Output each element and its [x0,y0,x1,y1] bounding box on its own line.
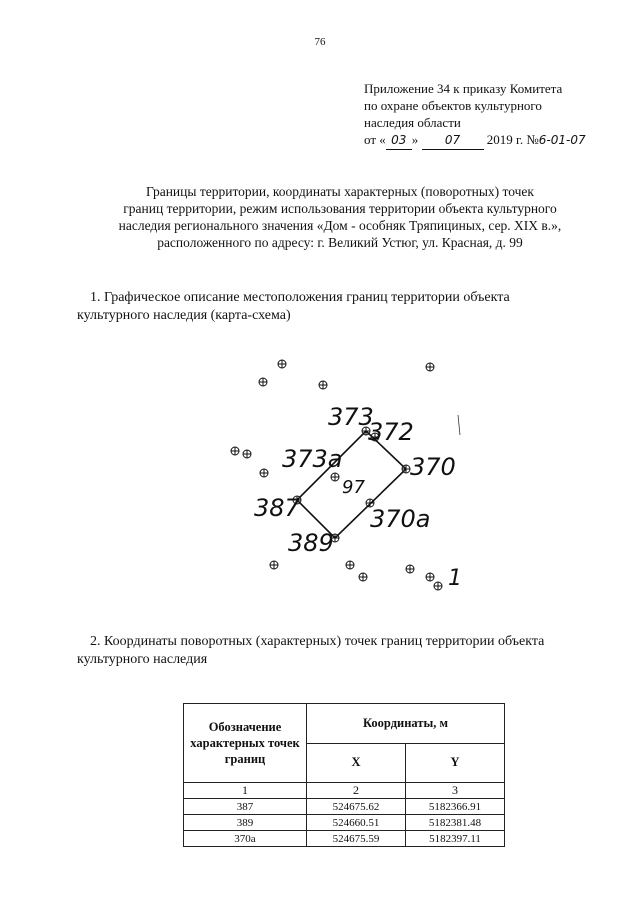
reference-point-marker [231,447,239,455]
label-373: 373 [328,403,374,431]
map-edge-mark [458,415,460,435]
table-row [184,815,505,831]
section-1-line-1: 1. Графическое описание местоположения границ территории объекта [90,290,510,305]
section-2-heading [77,633,608,669]
reference-point-marker [319,381,327,389]
cell-point: 370а [184,831,307,847]
table-row [184,831,505,847]
label-370: 370 [410,453,456,481]
cell-y: 5182381.48 [406,815,505,831]
reference-point-marker [434,582,442,590]
appendix-line-2: по охране объектов культурного [364,98,542,113]
header-point-designation: Обозначение характерных точек границ [184,704,307,783]
cell-point: 389 [184,815,307,831]
document-title [60,183,620,251]
reference-point-marker [346,561,354,569]
reference-point-marker [278,360,286,368]
section-1-line-2: культурного наследия (карта-схема) [77,308,291,323]
title-line-1: Границы территории, координаты характерных (поворотных) точек [146,184,534,199]
reference-point-marker [243,450,251,458]
cell-y: 5182366.91 [406,799,505,815]
boundary-point-373a [331,473,339,481]
header-x: X [307,743,406,783]
reference-point-marker [270,561,278,569]
cell-x: 524660.51 [307,815,406,831]
title-line-2: границ территории, режим использования территории объекта культурного [123,201,557,216]
date-prefix: от « [364,132,386,147]
section-2-line-1: 2. Координаты поворотных (характерных) точек границ территории объекта [90,634,545,649]
column-number: 3 [406,783,505,799]
date-day-close: » [411,132,419,147]
column-number: 2 [307,783,406,799]
reference-point-marker [426,573,434,581]
label-97: 97 [342,477,365,498]
header-y: Y [406,743,505,783]
order-number: 6-01-07 [538,133,586,147]
reference-point-marker [359,573,367,581]
coordinates-table [183,703,505,847]
table-row [184,799,505,815]
cell-point: 387 [184,799,307,815]
date-month: 07 [422,132,484,150]
title-line-3: наследия регионального значения «Дом - особняк Тряпициных, сер. XIX в.», [118,218,562,233]
page-number: 76 [314,36,326,48]
label-edge: 1 [448,566,462,591]
label-389: 389 [288,529,334,557]
reference-point-marker [260,469,268,477]
label-372: 372 [368,418,414,446]
date-year: 2019 г. № [486,132,539,147]
label-387: 387 [254,494,300,522]
appendix-date-line [364,131,586,150]
reference-point-marker [426,363,434,371]
title-line-4: расположенного по адресу: г. Великий Устюг, ул. Красная, д. 99 [157,235,523,250]
appendix-line-3: наследия области [364,115,461,130]
cell-x: 524675.59 [307,831,406,847]
section-1-heading [77,289,608,325]
cell-x: 524675.62 [307,799,406,815]
reference-point-marker [259,378,267,386]
appendix-line-1: Приложение 34 к приказу Комитета [364,81,563,96]
cell-y: 5182397.11 [406,831,505,847]
label-370a: 370а [370,505,431,533]
reference-point-marker [406,565,414,573]
section-2-line-2: культурного наследия [77,652,208,667]
header-coordinates: Координаты, м [307,704,505,744]
appendix-header [364,80,586,150]
date-day: 03 [386,132,412,150]
boundary-point-370 [402,465,410,473]
label-373a: 373а [282,445,343,473]
column-number: 1 [184,783,307,799]
boundary-map-scheme [220,345,480,605]
